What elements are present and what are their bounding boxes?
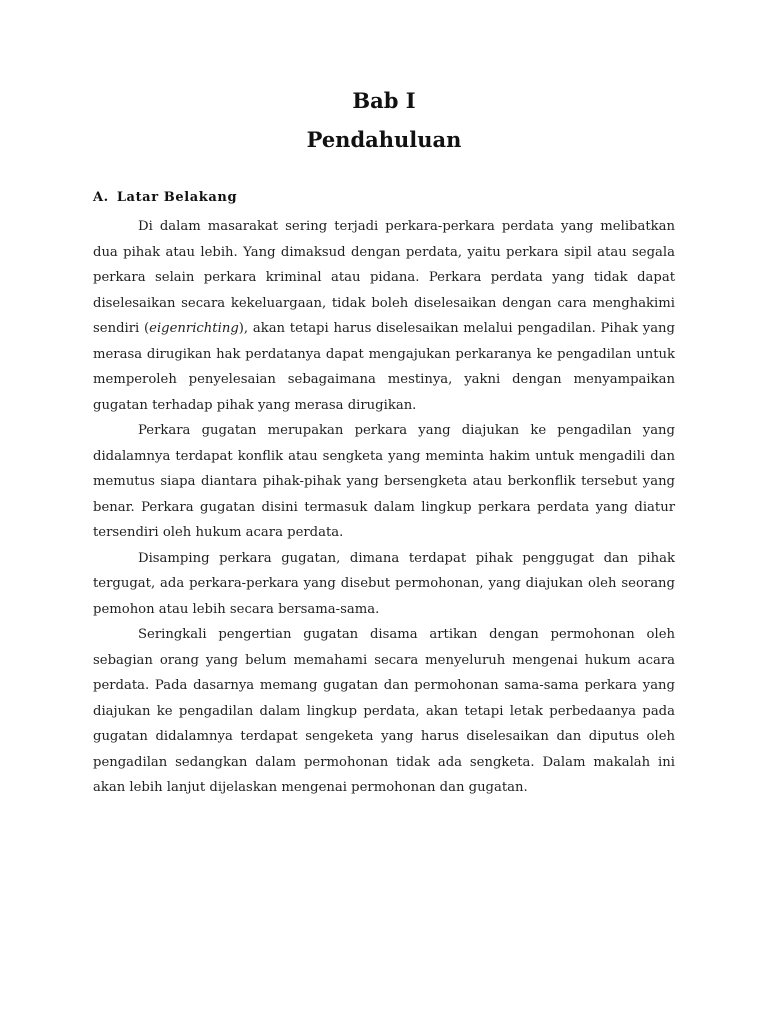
section-heading — [93, 190, 237, 205]
paragraph-2: Perkara gugatan merupakan perkara yang diajukan ke pengadilan yang didalamnya terdapat konflik atau sengketa yang meminta hakim untuk mengadili dan memutus siapa diantara pihak-pihak yang bersengketa atau berkonflik tersebut yang benar. Perkara gugatan disini termasuk dalam lingkup perkara perdata yang diatur tersendiri oleh hukum acara perdata. — [93, 423, 675, 540]
paragraph-4: Seringkali pengertian gugatan disama artikan dengan permohonan oleh sebagian orang yang belum memahami secara menyeluruh mengenai hukum acara perdata. Pada dasarnya memang gugatan dan permohonan sama-sama perkara yang diajukan ke pengadilan dalam lingkup perdata, akan tetapi letak perbedaanya pada gugatan didalamnya terdapat sengeketa yang harus diselesaikan dan diputus oleh pengadilan sedangkan dalam permohonan tidak ada sengketa. Dalam makalah ini akan lebih lanjut dijelaskan mengenai permohonan dan gugatan. — [93, 627, 675, 795]
chapter-title: Pendahuluan — [306, 127, 462, 152]
paragraph-1-text-after: ), akan tetapi harus diselesaikan melalui pengadilan. Pihak yang merasa dirugikan hak perdatanya dapat mengajukan perkaranya ke pengadilan untuk memperoleh penyelesaian sebagaimana mestinya, yakni dengan menyampaikan gugatan terhadap pihak yang merasa dirugikan. — [93, 321, 675, 413]
chapter-number: Bab I — [352, 88, 416, 113]
paragraph-3: Disamping perkara gugatan, dimana terdapat pihak penggugat dan pihak tergugat, ada perkara-perkara yang disebut permohonan, yang diajukan oleh seorang pemohon atau lebih secara bersama-sama. — [93, 550, 675, 617]
paragraph-1-text-before: Di dalam masarakat sering terjadi perkara-perkara perdata yang melibatkan dua pihak atau lebih. Yang dimaksud dengan perdata, yaitu perkara sipil atau segala perkara selain perkara kriminal atau pidana. Perkara perdata yang tidak dapat diselesaikan secara kekeluargaan, tidak boleh diselesaikan dengan cara menghakimi sendiri ( — [93, 219, 675, 336]
paragraph-1 — [93, 214, 675, 418]
paragraph-1-italic-term: eigenrichting — [149, 321, 239, 336]
section-title: Latar Belakang — [116, 190, 238, 205]
body-text — [93, 214, 675, 801]
section-label: A. — [93, 190, 109, 205]
